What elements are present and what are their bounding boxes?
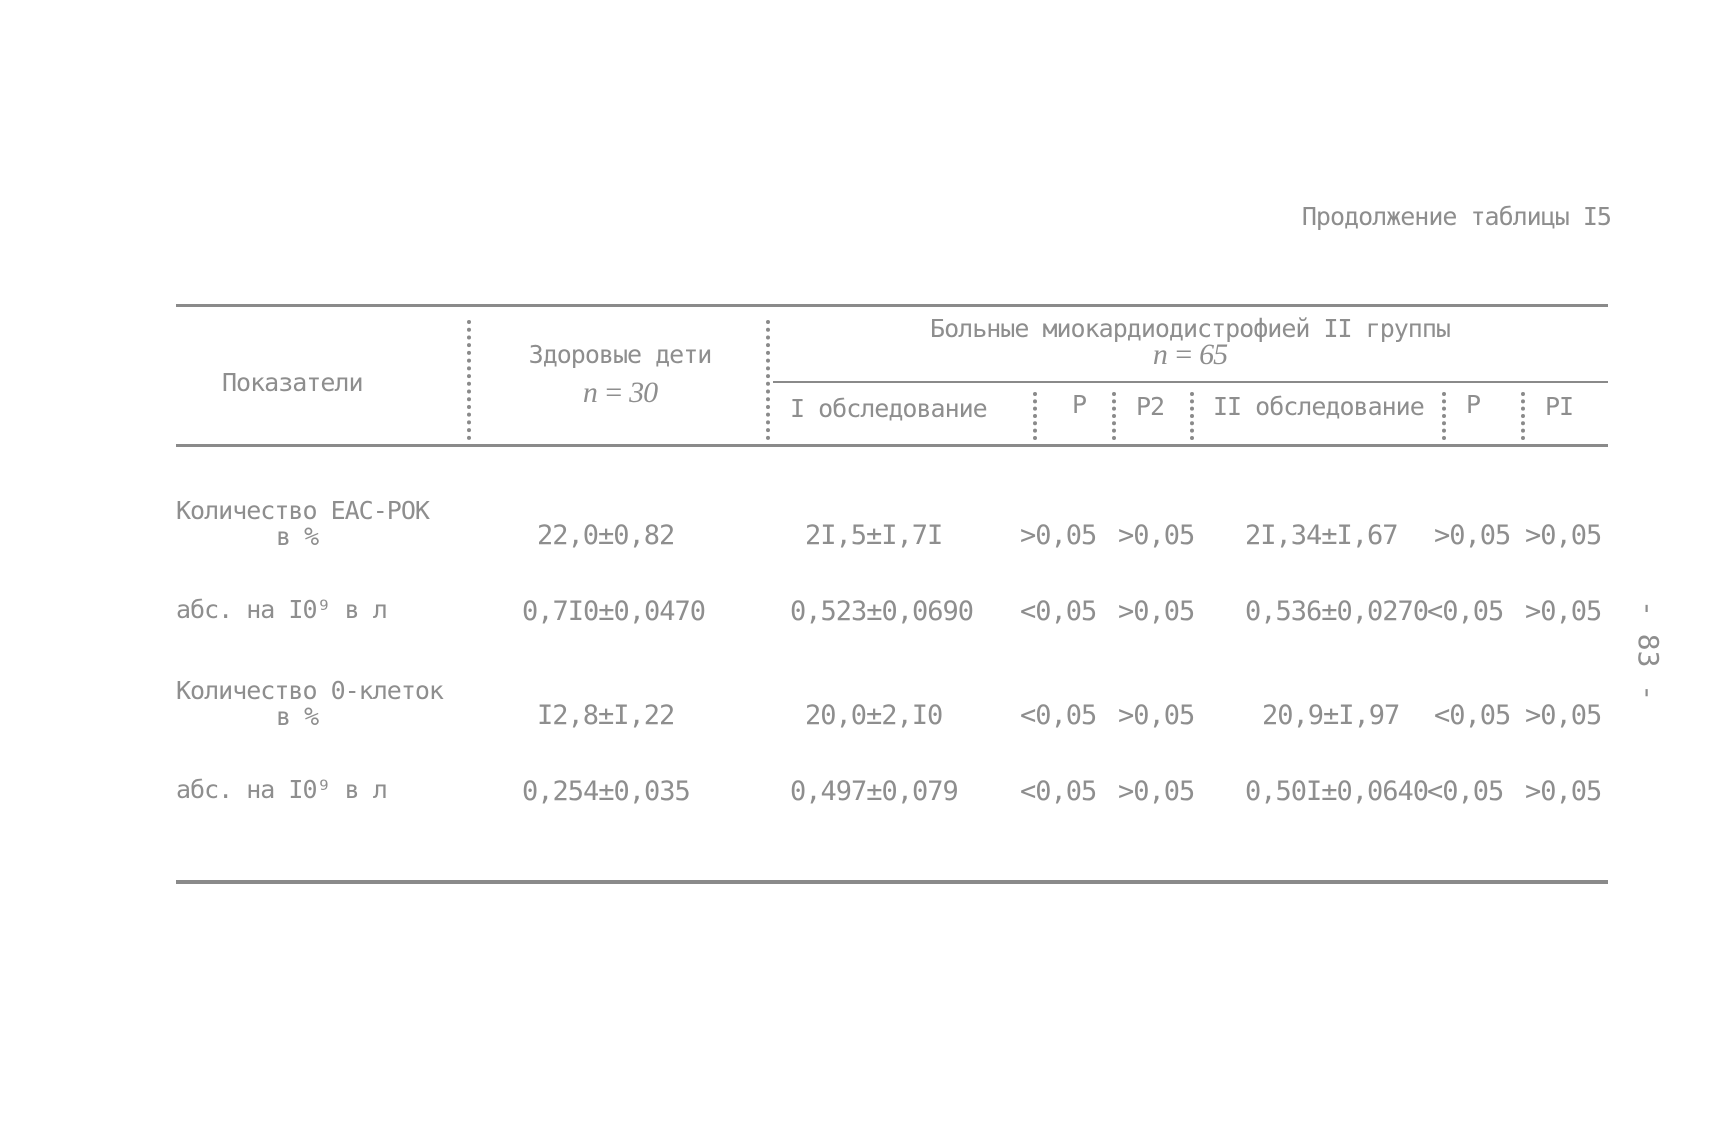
row-label: абс. на I0⁹ в л (176, 775, 387, 804)
cell-exam2: 0,536±0,0270 (1245, 596, 1429, 627)
cell-exam1: 2I,5±I,7I (805, 520, 943, 551)
cell-exam1: 0,497±0,079 (790, 776, 958, 807)
table-top-rule (176, 304, 1608, 307)
col-separator-4 (1112, 392, 1116, 440)
cell-p2: >0,05 (1118, 520, 1195, 551)
col-separator-6 (1442, 392, 1446, 440)
cell-p: <0,05 (1020, 700, 1097, 731)
header-indicators: Показатели (222, 368, 363, 397)
cell-p1: >0,05 (1525, 596, 1602, 627)
row-label: абс. на I0⁹ в л (176, 595, 387, 624)
cell-p1: >0,05 (1525, 520, 1602, 551)
header-p2: Р2 (1136, 392, 1165, 421)
cell-p1: >0,05 (1525, 700, 1602, 731)
table-caption: Продолжение таблицы I5 (1301, 202, 1611, 231)
col-separator-3 (1033, 392, 1037, 440)
cell-p: <0,05 (1020, 776, 1097, 807)
cell-p-b: <0,05 (1427, 776, 1504, 807)
header-patients: Больные миокардиодистрофией II группы (930, 314, 1450, 343)
header-p1: РI (1545, 392, 1574, 421)
col-separator-7 (1521, 392, 1525, 440)
cell-exam1: 0,523±0,0690 (790, 596, 974, 627)
cell-healthy: 0,7I0±0,0470 (522, 596, 706, 627)
header-sub-rule (773, 381, 1608, 383)
row-label: Количество ЕАС-РОК в % (176, 496, 429, 551)
cell-p1: >0,05 (1525, 776, 1602, 807)
cell-p-b: >0,05 (1434, 520, 1511, 551)
cell-p-b: <0,05 (1434, 700, 1511, 731)
col-separator-5 (1190, 392, 1194, 440)
cell-healthy: I2,8±I,22 (537, 700, 675, 731)
cell-exam2: 2I,34±I,67 (1245, 520, 1398, 551)
cell-healthy: 0,254±0,035 (522, 776, 690, 807)
cell-healthy: 22,0±0,82 (537, 520, 675, 551)
header-exam2: II обследование (1213, 392, 1424, 421)
header-exam1: I обследование (790, 394, 987, 423)
table-bottom-rule (176, 880, 1608, 884)
col-separator-1 (467, 320, 471, 440)
cell-exam1: 20,0±2,I0 (805, 700, 943, 731)
cell-p2: >0,05 (1118, 776, 1195, 807)
cell-exam2: 0,50I±0,0640 (1245, 776, 1429, 807)
cell-exam2: 20,9±I,97 (1262, 700, 1400, 731)
cell-p: >0,05 (1020, 520, 1097, 551)
page-number: - 83 - (1632, 600, 1665, 702)
header-bottom-rule (176, 444, 1608, 447)
cell-p2: >0,05 (1118, 700, 1195, 731)
header-patients-n: n = 65 (1152, 338, 1228, 371)
row-label: Количество 0-клеток в % (176, 676, 443, 731)
cell-p: <0,05 (1020, 596, 1097, 627)
header-healthy: Здоровые дети (528, 340, 712, 369)
header-healthy-n: n = 30 (582, 376, 658, 409)
header-p-b: Р (1466, 390, 1481, 419)
cell-p-b: <0,05 (1427, 596, 1504, 627)
cell-p2: >0,05 (1118, 596, 1195, 627)
header-p: Р (1072, 390, 1087, 419)
col-separator-2 (766, 320, 770, 440)
